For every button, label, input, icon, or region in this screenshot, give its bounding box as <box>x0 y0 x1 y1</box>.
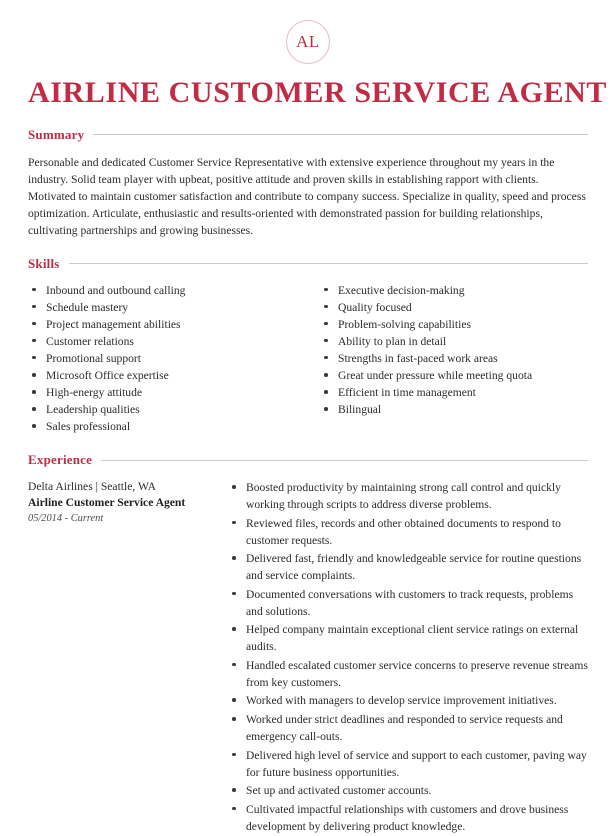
experience-divider <box>101 460 588 461</box>
skill-item: Efficient in time management <box>320 384 588 401</box>
skill-item: Sales professional <box>28 418 308 435</box>
skill-item: Problem-solving capabilities <box>320 316 588 333</box>
experience-section-head <box>28 452 588 468</box>
skill-item: Inbound and outbound calling <box>28 282 308 299</box>
experience-bullet: Cultivated impactful relationships with customers and drove business development by delivering product knowledge. <box>228 801 588 835</box>
skills-columns <box>28 282 588 435</box>
skill-item: Schedule mastery <box>28 299 308 316</box>
experience-job-entry <box>28 479 588 836</box>
skill-item: Great under pressure while meeting quota <box>320 367 588 384</box>
experience-company: Delta Airlines | Seattle, WA <box>28 480 156 494</box>
skills-column-right <box>308 282 588 435</box>
summary-section-head <box>28 127 588 143</box>
skill-item: Ability to plan in detail <box>320 333 588 350</box>
experience-role: Airline Customer Service Agent <box>28 496 186 510</box>
skills-left-list <box>28 282 308 435</box>
summary-heading: Summary <box>28 126 85 142</box>
experience-bullet: Handled escalated customer service concerns to preserve revenue streams from key customers. <box>228 657 588 691</box>
skills-column-left <box>28 282 308 435</box>
skills-right-list <box>320 282 588 418</box>
summary-section <box>28 127 588 239</box>
skill-item: Strengths in fast-paced work areas <box>320 350 588 367</box>
skill-item: Customer relations <box>28 333 308 350</box>
skills-section-head <box>28 256 588 272</box>
experience-bullet: Documented conversations with customers to track requests, problems and solutions. <box>228 586 588 620</box>
experience-bullet-list <box>228 479 588 835</box>
experience-heading: Experience <box>28 452 93 468</box>
monogram-initials: AL <box>296 32 320 51</box>
experience-bullet: Reviewed files, records and other obtained documents to respond to customer requests. <box>228 515 588 549</box>
experience-dates: 05/2014 - Current <box>28 513 104 524</box>
skills-section <box>28 256 588 435</box>
skill-item: Quality focused <box>320 299 588 316</box>
experience-bullet: Delivered fast, friendly and knowledgeable service for routine questions and service complaints. <box>228 550 588 584</box>
experience-bullet: Set up and activated customer accounts. <box>228 782 588 799</box>
skill-item: Executive decision-making <box>320 282 588 299</box>
resume-header <box>28 0 608 110</box>
skill-item: Bilingual <box>320 401 588 418</box>
skills-heading: Skills <box>28 255 60 271</box>
experience-bullet: Delivered high level of service and support to each customer, paving way for future business opportunities. <box>228 747 588 781</box>
monogram-badge <box>286 20 330 64</box>
page-title: AIRLINE CUSTOMER SERVICE AGENT <box>28 76 608 109</box>
experience-responsibilities <box>226 479 588 836</box>
summary-text: Personable and dedicated Customer Service Representative with extensive experience throughout my years in the industry. Solid team player with upbeat, positive attitude and proven skills in establishing rapport with clients. Motivated to maintain customer satisfaction and contribute to company success. Specialize in quality, speed and process optimization. Articulate, enthusiastic and results-oriented with demonstrated passion for building relationships, cultivating partnerships and growing businesses. <box>28 155 586 237</box>
experience-bullet: Worked under strict deadlines and responded to service requests and emergency call-outs. <box>228 711 588 745</box>
skills-divider <box>69 263 588 264</box>
experience-bullet: Worked with managers to develop service improvement initiatives. <box>228 692 588 709</box>
experience-bullet: Helped company maintain exceptional client service ratings on external audits. <box>228 621 588 655</box>
skill-item: Leadership qualities <box>28 401 308 418</box>
experience-bullet: Boosted productivity by maintaining strong call control and quickly working through scripts to address diverse problems. <box>228 479 588 513</box>
summary-divider <box>93 134 588 135</box>
experience-job-meta <box>28 479 226 526</box>
skill-item: High-energy attitude <box>28 384 308 401</box>
skill-item: Promotional support <box>28 350 308 367</box>
experience-section <box>28 452 588 836</box>
skill-item: Project management abilities <box>28 316 308 333</box>
skill-item: Microsoft Office expertise <box>28 367 308 384</box>
